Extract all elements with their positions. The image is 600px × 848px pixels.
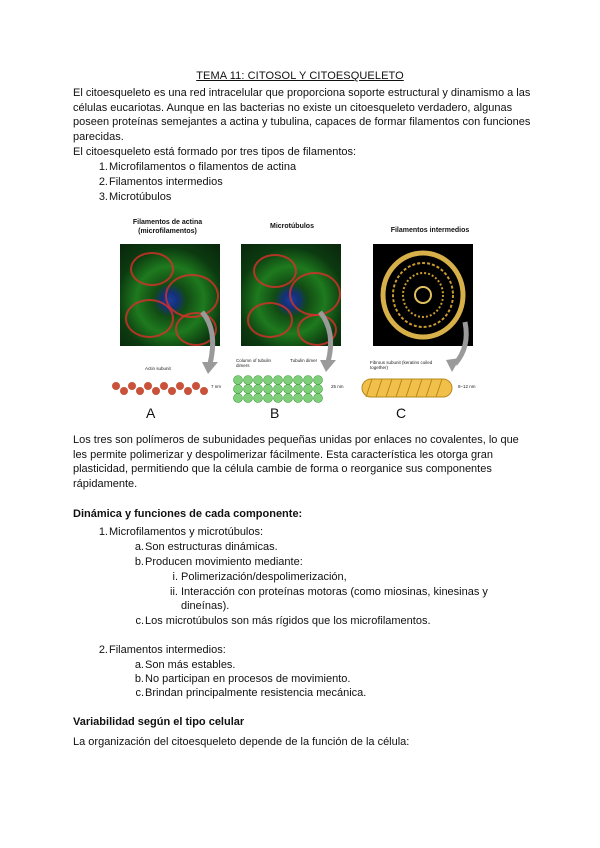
formed-by-text: El citoesqueleto está formado por tres tipos de filamentos: [73, 146, 357, 158]
panel-c-letter: C [396, 405, 407, 421]
panel-a-letter: A [146, 405, 156, 421]
tubulin-column-label: Column of tubulin dimers [236, 358, 272, 368]
intermediate-size-label: 8–12 nm [458, 384, 476, 389]
list-item-continuation: dineínas). [181, 600, 230, 612]
panel-a-title: Filamentos de actina (microfilamentos) [132, 219, 203, 235]
polymers-paragraph: Los tres son polímeros de subunidades pequeñas unidas por enlaces no covalentes, lo que les permite polimerizar y despolimerizar fácilmente. Esta característica les otorga gran plasticidad, permitiendo que la célula cambie de forma o reorganice sus componentes rápidamente. [73, 434, 519, 490]
cytoskeleton-figure [110, 212, 490, 427]
actin-subunit-label: Actin subunit [145, 366, 171, 371]
page-title: TEMA 11: CITOSOL Y CITOESQUELETO [196, 70, 404, 82]
panel-c-title: Filamentos intermedios [390, 227, 470, 234]
section-heading-dynamics: Dinámica y funciones de cada componente: [73, 508, 303, 520]
panel-b-letter: B [270, 405, 280, 421]
variability-text: La organización del citoesqueleto depende de la función de la célula: [73, 736, 410, 748]
microtubule-size-label: 25 nm [331, 384, 344, 389]
tubulin-dimer-label: Tubulin dimer [290, 358, 318, 363]
panel-b-title: Microtúbulos [270, 223, 314, 230]
intermediate-filament-diagram [360, 375, 456, 401]
actin-filament-diagram [110, 376, 210, 402]
section-heading-variability: Variabilidad según el tipo celular [73, 716, 245, 728]
microtubule-diagram [232, 372, 328, 406]
fibrous-subunit-label: Fibrous subunit (keratins coiled together) [370, 360, 433, 370]
document-page: TEMA 11: CITOSOL Y CITOESQUELETO El citoesqueleto es una red intracelular que proporciona soporte estructural y dinamismo a las células eucariotas. Aunque en las bacterias no existe un citoesqueleto verdadero, algunas poseen proteínas semejantes a actina y tubulina, capaces de formar filamentos con funciones parecidas. El citoesqueleto está formado por tres tipos de filamentos: 1. Microfilamentos o filamentos de actina 2. Filamentos intermedios 3. Microtúbulos Filamentos de actina (microfilamentos) Microtúbulos Filamentos intermedios Actin subunit 7 nm A Column of tubulin dimers Tubulin dimer 25 nm B Fibrous subunit (keratins coiled together) 8–12 nm C Los tres son polímeros de subunidades pequeñas unidas por enlaces no covalentes, lo que les permite polimerizar y despolimerizar fácilmente. Esta característica les otorga gran plasticidad, permitiendo que la célula cambie de forma o reorganice sus componentes rápidamente. Dinámica y funciones de cada componente: 1. Microfilamentos y microtúbulos: a. Son estructuras dinámicas. b. Producen movimiento mediante: i. Polimerización/despolimerización, ii. Interacción con proteínas motoras (como miosinas, kinesinas y dineínas). c. Los microtúbulos son más rígidos que los microfilamentos. 2. Filamentos intermedios: a. Son más estables. b. No participan en procesos de movimiento. c. Brindan principalmente resistencia mecánica. Variabilidad según el tipo celular La organización del citoesqueleto depende de la función de la célula: [0, 0, 600, 848]
actin-size-label: 7 nm [211, 384, 222, 389]
intro-paragraph: El citoesqueleto es una red intracelular que proporciona soporte estructural y dinamismo a las células eucariotas. Aunque en las bacterias no existe un citoesqueleto verdadero, algunas poseen proteínas semejantes a actina y tubulina, capaces de formar filamentos con funciones parecidas. [73, 87, 531, 143]
